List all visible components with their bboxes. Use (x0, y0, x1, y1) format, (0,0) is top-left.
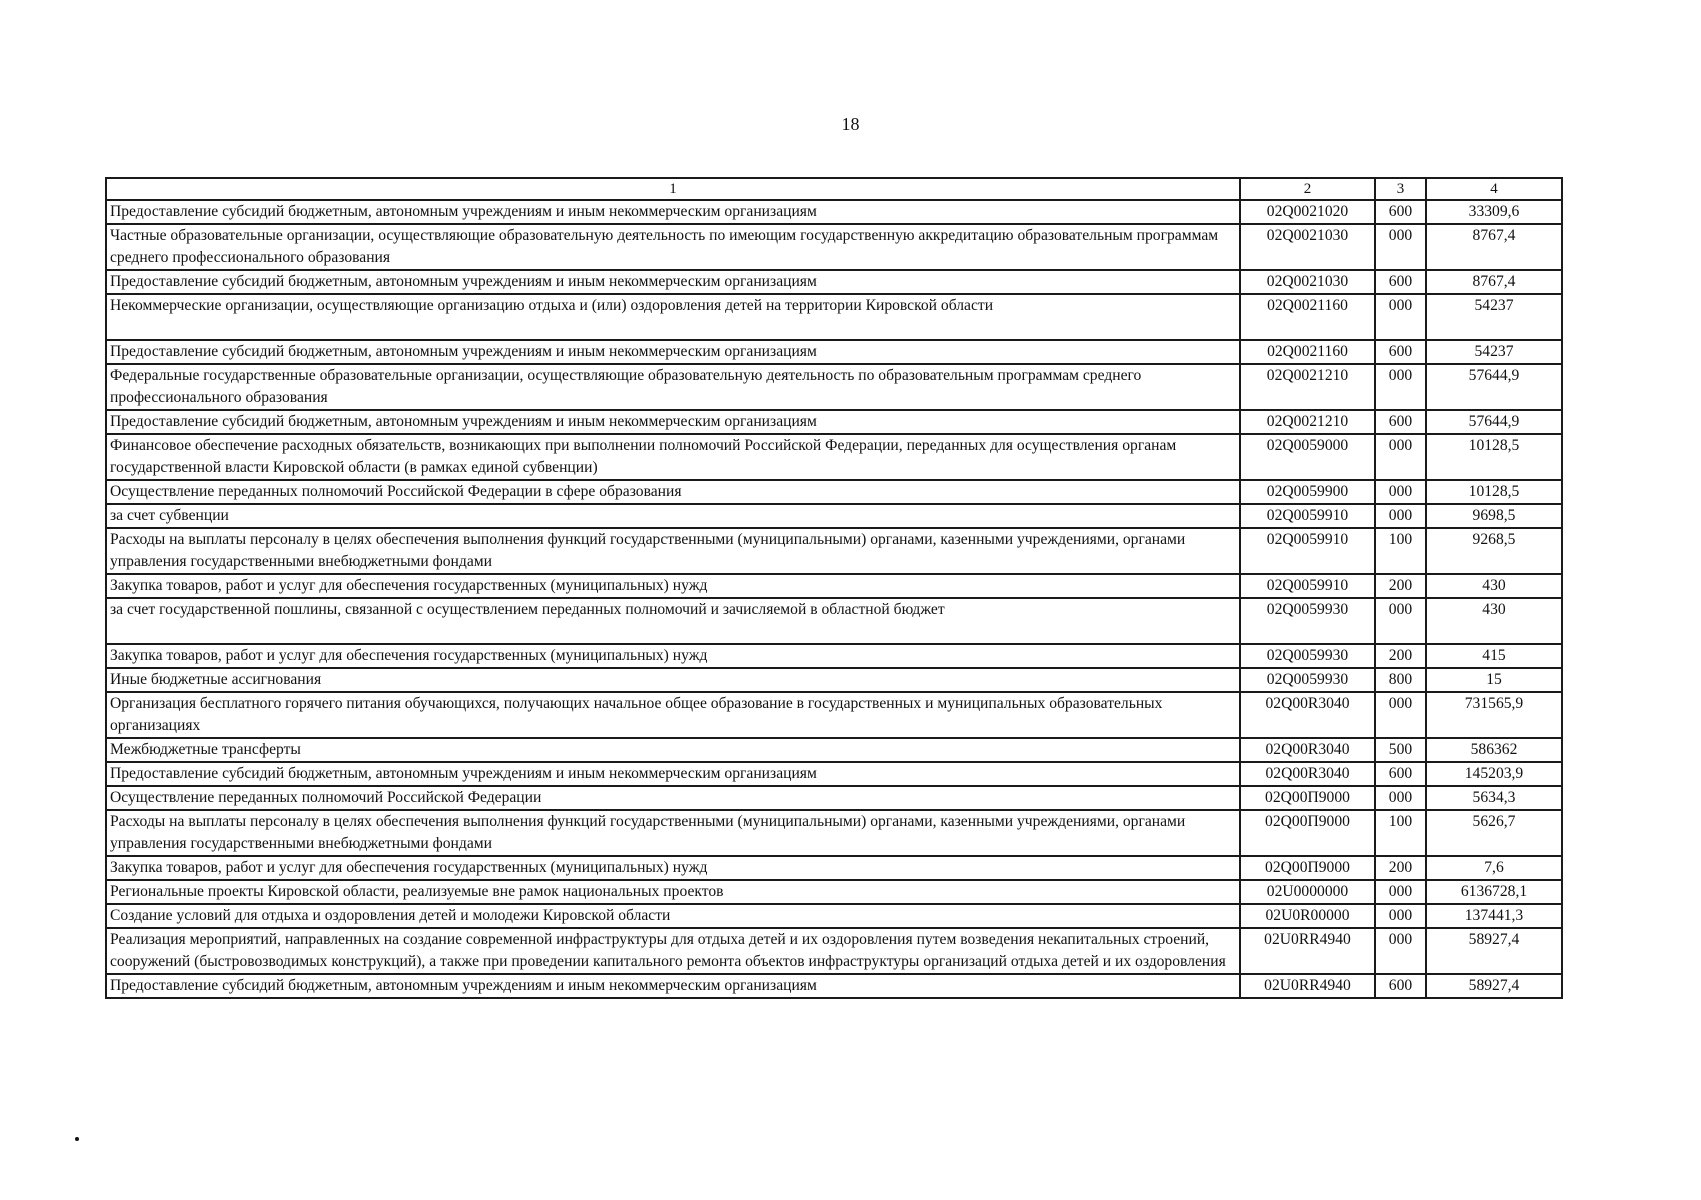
column-header: 2 (1240, 178, 1375, 200)
table-header-row (106, 178, 1562, 200)
row-type: 000 (1375, 364, 1426, 410)
row-code: 02Q0021030 (1240, 270, 1375, 294)
row-name: Осуществление переданных полномочий Российской Федерации (106, 786, 1240, 810)
row-code: 02U0RR4940 (1240, 974, 1375, 998)
row-code: 02Q0021030 (1240, 224, 1375, 270)
row-type: 100 (1375, 810, 1426, 856)
row-code: 02Q0059910 (1240, 574, 1375, 598)
row-code: 02Q0021210 (1240, 364, 1375, 410)
row-sum: 10128,5 (1426, 434, 1562, 480)
table-row (106, 504, 1562, 528)
row-sum: 7,6 (1426, 856, 1562, 880)
row-type: 000 (1375, 294, 1426, 340)
row-type: 800 (1375, 668, 1426, 692)
row-sum: 9268,5 (1426, 528, 1562, 574)
row-name: Предоставление субсидий бюджетным, автономным учреждениям и иным некоммерческим организациям (106, 200, 1240, 224)
row-code: 02Q0059930 (1240, 668, 1375, 692)
row-name: Иные бюджетные ассигнования (106, 668, 1240, 692)
row-name: Предоставление субсидий бюджетным, автономным учреждениям и иным некоммерческим организациям (106, 974, 1240, 998)
row-sum: 58927,4 (1426, 928, 1562, 974)
row-type: 200 (1375, 644, 1426, 668)
row-code: 02Q0021020 (1240, 200, 1375, 224)
row-name: Некоммерческие организации, осуществляющие организацию отдыха и (или) оздоровления детей на территории Кировской области (106, 294, 1240, 340)
table-row (106, 200, 1562, 224)
scan-mark-dot (75, 1137, 79, 1141)
row-type: 000 (1375, 928, 1426, 974)
row-type: 600 (1375, 200, 1426, 224)
row-code: 02Q00R3040 (1240, 762, 1375, 786)
table-row (106, 786, 1562, 810)
row-sum: 731565,9 (1426, 692, 1562, 738)
row-name: Организация бесплатного горячего питания обучающихся, получающих начальное общее образование в государственных и муниципальных образовательных организациях (106, 692, 1240, 738)
row-name: Предоставление субсидий бюджетным, автономным учреждениям и иным некоммерческим организациям (106, 270, 1240, 294)
row-type: 000 (1375, 598, 1426, 644)
row-sum: 145203,9 (1426, 762, 1562, 786)
row-name: Предоставление субсидий бюджетным, автономным учреждениям и иным некоммерческим организациям (106, 340, 1240, 364)
table-row (106, 644, 1562, 668)
row-sum: 15 (1426, 668, 1562, 692)
row-name: Частные образовательные организации, осуществляющие образовательную деятельность по имеющим государственную аккредитацию образовательным программам среднего профессионального образования (106, 224, 1240, 270)
row-code: 02Q0059910 (1240, 528, 1375, 574)
row-type: 600 (1375, 410, 1426, 434)
row-type: 600 (1375, 340, 1426, 364)
column-header: 1 (106, 178, 1240, 200)
row-name: Федеральные государственные образовательные организации, осуществляющие образовательную деятельность по образовательным программам среднего профессионального образования (106, 364, 1240, 410)
table-row (106, 364, 1562, 410)
table-row (106, 856, 1562, 880)
row-type: 600 (1375, 974, 1426, 998)
row-code: 02Q0059000 (1240, 434, 1375, 480)
table-row (106, 738, 1562, 762)
row-type: 500 (1375, 738, 1426, 762)
row-sum: 54237 (1426, 294, 1562, 340)
row-type: 000 (1375, 434, 1426, 480)
column-header: 4 (1426, 178, 1562, 200)
row-name: за счет субвенции (106, 504, 1240, 528)
row-type: 000 (1375, 904, 1426, 928)
row-sum: 586362 (1426, 738, 1562, 762)
row-name: Закупка товаров, работ и услуг для обеспечения государственных (муниципальных) нужд (106, 574, 1240, 598)
row-type: 200 (1375, 856, 1426, 880)
row-name: Создание условий для отдыха и оздоровления детей и молодежи Кировской области (106, 904, 1240, 928)
row-sum: 57644,9 (1426, 410, 1562, 434)
table-row (106, 974, 1562, 998)
row-code: 02Q00П9000 (1240, 810, 1375, 856)
row-code: 02Q00П9000 (1240, 786, 1375, 810)
row-name: Закупка товаров, работ и услуг для обеспечения государственных (муниципальных) нужд (106, 644, 1240, 668)
row-sum: 8767,4 (1426, 270, 1562, 294)
row-code: 02U0RR4940 (1240, 928, 1375, 974)
table-row (106, 574, 1562, 598)
row-sum: 9698,5 (1426, 504, 1562, 528)
table-row (106, 480, 1562, 504)
table-row (106, 294, 1562, 340)
table-row (106, 692, 1562, 738)
row-name: Реализация мероприятий, направленных на создание современной инфраструктуры для отдыха детей и их оздоровления путем возведения некапитальных строений, сооружений (быстровозводимых конструкций), а также при проведении капитального ремонта объектов инфраструктуры организаций отдыха детей и их оздоровления (106, 928, 1240, 974)
row-sum: 54237 (1426, 340, 1562, 364)
row-sum: 6136728,1 (1426, 880, 1562, 904)
row-name: Закупка товаров, работ и услуг для обеспечения государственных (муниципальных) нужд (106, 856, 1240, 880)
table-row (106, 598, 1562, 644)
budget-table (105, 177, 1563, 999)
row-name: Расходы на выплаты персоналу в целях обеспечения выполнения функций государственными (муниципальными) органами, казенными учреждениями, органами управления государственными внебюджетными фондами (106, 810, 1240, 856)
row-type: 000 (1375, 504, 1426, 528)
row-sum: 33309,6 (1426, 200, 1562, 224)
table-row (106, 340, 1562, 364)
table-row (106, 668, 1562, 692)
row-code: 02Q0059910 (1240, 504, 1375, 528)
row-type: 000 (1375, 786, 1426, 810)
row-name: Предоставление субсидий бюджетным, автономным учреждениям и иным некоммерческим организациям (106, 410, 1240, 434)
row-name: Финансовое обеспечение расходных обязательств, возникающих при выполнении полномочий Российской Федерации, переданных для осуществления органам государственной власти Кировской области (в рамках единой субвенции) (106, 434, 1240, 480)
row-sum: 57644,9 (1426, 364, 1562, 410)
table-row (106, 224, 1562, 270)
row-type: 600 (1375, 762, 1426, 786)
row-sum: 137441,3 (1426, 904, 1562, 928)
row-code: 02Q00R3040 (1240, 692, 1375, 738)
row-type: 200 (1375, 574, 1426, 598)
table-row (106, 904, 1562, 928)
row-type: 000 (1375, 480, 1426, 504)
row-name: Межбюджетные трансферты (106, 738, 1240, 762)
table-row (106, 810, 1562, 856)
row-code: 02Q0059930 (1240, 644, 1375, 668)
row-sum: 10128,5 (1426, 480, 1562, 504)
table-row (106, 410, 1562, 434)
row-name: Осуществление переданных полномочий Российской Федерации в сфере образования (106, 480, 1240, 504)
row-name: Предоставление субсидий бюджетным, автономным учреждениям и иным некоммерческим организациям (106, 762, 1240, 786)
row-sum: 8767,4 (1426, 224, 1562, 270)
row-code: 02Q0021160 (1240, 340, 1375, 364)
row-code: 02Q00R3040 (1240, 738, 1375, 762)
table-row (106, 762, 1562, 786)
table-row (106, 434, 1562, 480)
row-sum: 430 (1426, 574, 1562, 598)
row-sum: 430 (1426, 598, 1562, 644)
table-row (106, 270, 1562, 294)
row-name: за счет государственной пошлины, связанной с осуществлением переданных полномочий и зачисляемой в областной бюджет (106, 598, 1240, 644)
row-sum: 58927,4 (1426, 974, 1562, 998)
row-code: 02Q0059930 (1240, 598, 1375, 644)
row-code: 02U0000000 (1240, 880, 1375, 904)
row-sum: 5626,7 (1426, 810, 1562, 856)
row-type: 000 (1375, 692, 1426, 738)
row-type: 100 (1375, 528, 1426, 574)
page-number: 18 (841, 114, 860, 134)
table-row (106, 528, 1562, 574)
column-header: 3 (1375, 178, 1426, 200)
row-code: 02Q0021160 (1240, 294, 1375, 340)
row-name: Расходы на выплаты персоналу в целях обеспечения выполнения функций государственными (муниципальными) органами, казенными учреждениями, органами управления государственными внебюджетными фондами (106, 528, 1240, 574)
row-sum: 415 (1426, 644, 1562, 668)
row-code: 02Q0059900 (1240, 480, 1375, 504)
row-type: 000 (1375, 224, 1426, 270)
row-code: 02Q00П9000 (1240, 856, 1375, 880)
table-row (106, 928, 1562, 974)
row-code: 02Q0021210 (1240, 410, 1375, 434)
row-type: 000 (1375, 880, 1426, 904)
row-code: 02U0R00000 (1240, 904, 1375, 928)
row-type: 600 (1375, 270, 1426, 294)
row-name: Региональные проекты Кировской области, реализуемые вне рамок национальных проектов (106, 880, 1240, 904)
row-sum: 5634,3 (1426, 786, 1562, 810)
table-row (106, 880, 1562, 904)
